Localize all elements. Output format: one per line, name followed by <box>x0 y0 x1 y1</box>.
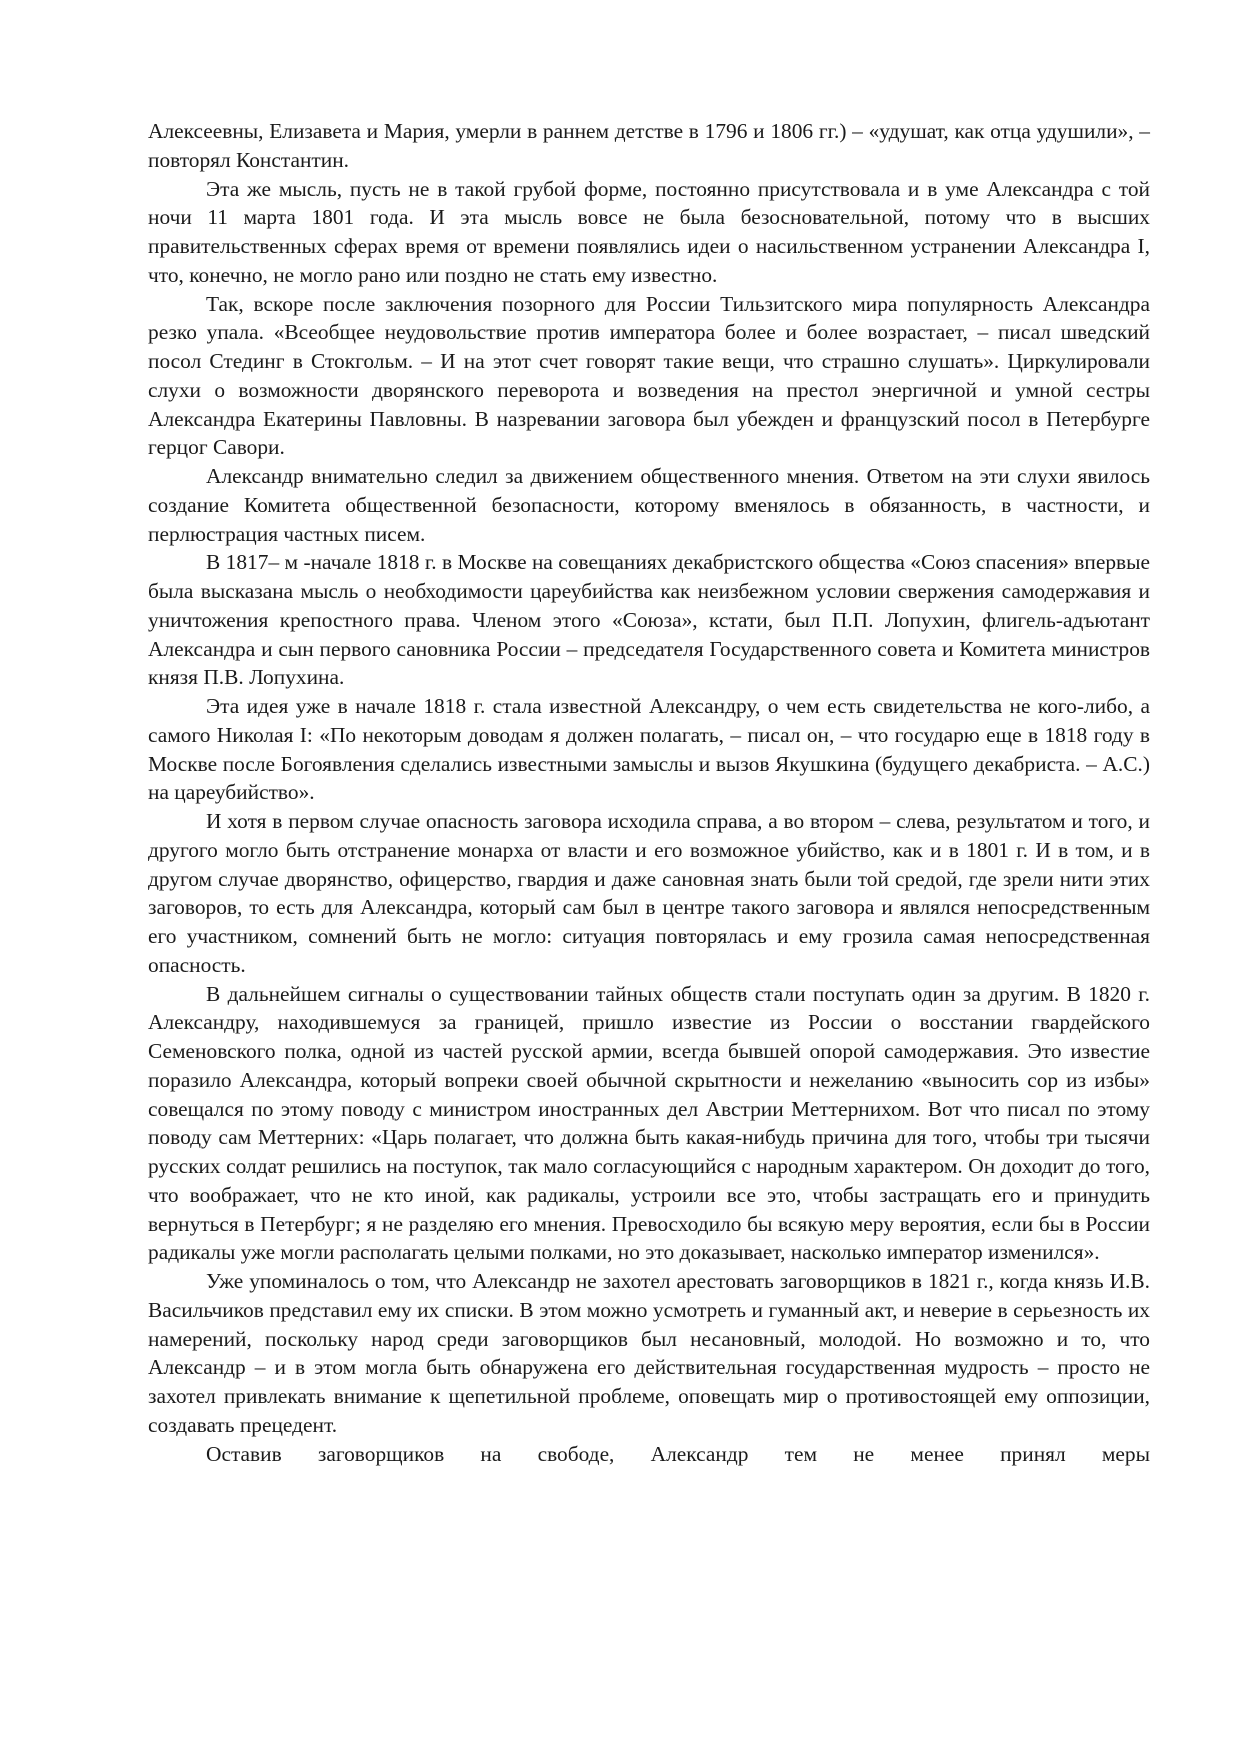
paragraph-2: Эта же мысль, пусть не в такой грубой форме, постоянно присутствовала и в уме Александра с той ночи 11 марта 1801 года. И эта мысль вовсе не была безосновательной, потому что в высших правительственных сферах время от времени появлялись идеи о насильственном устранении Александра I, что, конечно, не могло рано или поздно не стать ему известно. <box>148 176 1150 287</box>
paragraph-10: Оставив заговорщиков на свободе, Александр тем не менее принял меры <box>206 1441 1150 1466</box>
paragraph-4: Александр внимательно следил за движением общественного мнения. Ответом на эти слухи явилось создание Комитета общественной безопасности, которому вменялось в обязанность, в частности, и перлюстрация частных писем. <box>148 464 1150 546</box>
paragraph-8: В дальнейшем сигналы о существовании тайных обществ стали поступать один за другим. В 1820 г. Александру, находившемуся за границей, пришло известие из России о восстании гвардейского Семеновского полка, одной из частей русской армии, всегда бывшей опорой самодержавия. Это известие поразило Александра, который вопреки своей обычной скрытности и нежеланию «выносить сор из избы» совещался по этому поводу с министром иностранных дел Австрии Меттернихом. Вот что писал по этому поводу сам Меттерних: «Царь полагает, что должна быть какая-нибудь причина для того, чтобы три тысячи русских солдат решились на поступок, так мало согласующийся с народным характером. Он доходит до того, что воображает, что не кто иной, как радикалы, устроили все это, чтобы застращать его и принудить вернуться в Петербург; я не разделяю его мнения. Превосходило бы всякую меру вероятия, если бы в России радикалы уже могли располагать целыми полками, но это доказывает, насколько император изменился». <box>148 981 1150 1265</box>
paragraph-9: Уже упоминалось о том, что Александр не захотел арестовать заговорщиков в 1821 г., когда князь И.В. Васильчиков представил ему их списки. В этом можно усмотреть и гуманный акт, и неверие в серьезность их намерений, поскольку народ среди заговорщиков был несановный, молодой. Но возможно и то, что Александр – и в этом могла быть обнаружена его действительная государственная мудрость – просто не захотел привлекать внимание к щепетильной проблеме, оповещать мир о противостоящей ему оппозиции, создавать прецедент. <box>148 1269 1150 1437</box>
paragraph-1: Алексеевны, Елизавета и Мария, умерли в раннем детстве в 1796 и 1806 гг.) – «удушат, как отца удушили», – повторял Константин. <box>148 119 1150 172</box>
paragraph-7: И хотя в первом случае опасность заговора исходила справа, а во втором – слева, результатом и того, и другого могло быть отстранение монарха от власти и его возможное убийство, как и в 1801 г. И в том, и в другом случае дворянство, офицерство, гвардия и даже сановная знать были той средой, где зрели нити этих заговоров, то есть для Александра, который сам был в центре такого заговора и являлся непосредственным его участником, сомнений быть не могло: ситуация повторялась и ему грозила самая непосредственная опасность. <box>148 809 1150 977</box>
paragraph-6: Эта идея уже в начале 1818 г. стала известной Александру, о чем есть свидетельства не кого-либо, а самого Николая I: «По некоторым доводам я должен полагать, – писал он, – что государю еще в 1818 году в Москве после Богоявления сделались известными замыслы и вызов Якушкина (будущего декабриста. – А.С.) на цареубийство». <box>148 694 1150 805</box>
paragraph-3: Так, вскоре после заключения позорного для России Тильзитского мира популярность Александра резко упала. «Всеобщее неудовольствие против императора более и более возрастает, – писал шведский посол Стединг в Стокгольм. – И на этот счет говорят такие вещи, что страшно слушать». Циркулировали слухи о возможности дворянского переворота и возведения на престол энергичной и умной сестры Александра Екатерины Павловны. В назревании заговора был убежден и французский посол в Петербурге герцог Савори. <box>148 291 1150 460</box>
paragraph-5: В 1817– м -начале 1818 г. в Москве на совещаниях декабристского общества «Союз спасения» впервые была высказана мысль о необходимости цареубийства как неизбежном условии свержения самодержавия и уничтожения крепостного права. Членом этого «Союза», кстати, был П.П. Лопухин, флигель-адъютант Александра и сын первого сановника России – председателя Государственного совета и Комитета министров князя П.В. Лопухина. <box>148 550 1150 690</box>
document-body <box>148 117 1150 1468</box>
